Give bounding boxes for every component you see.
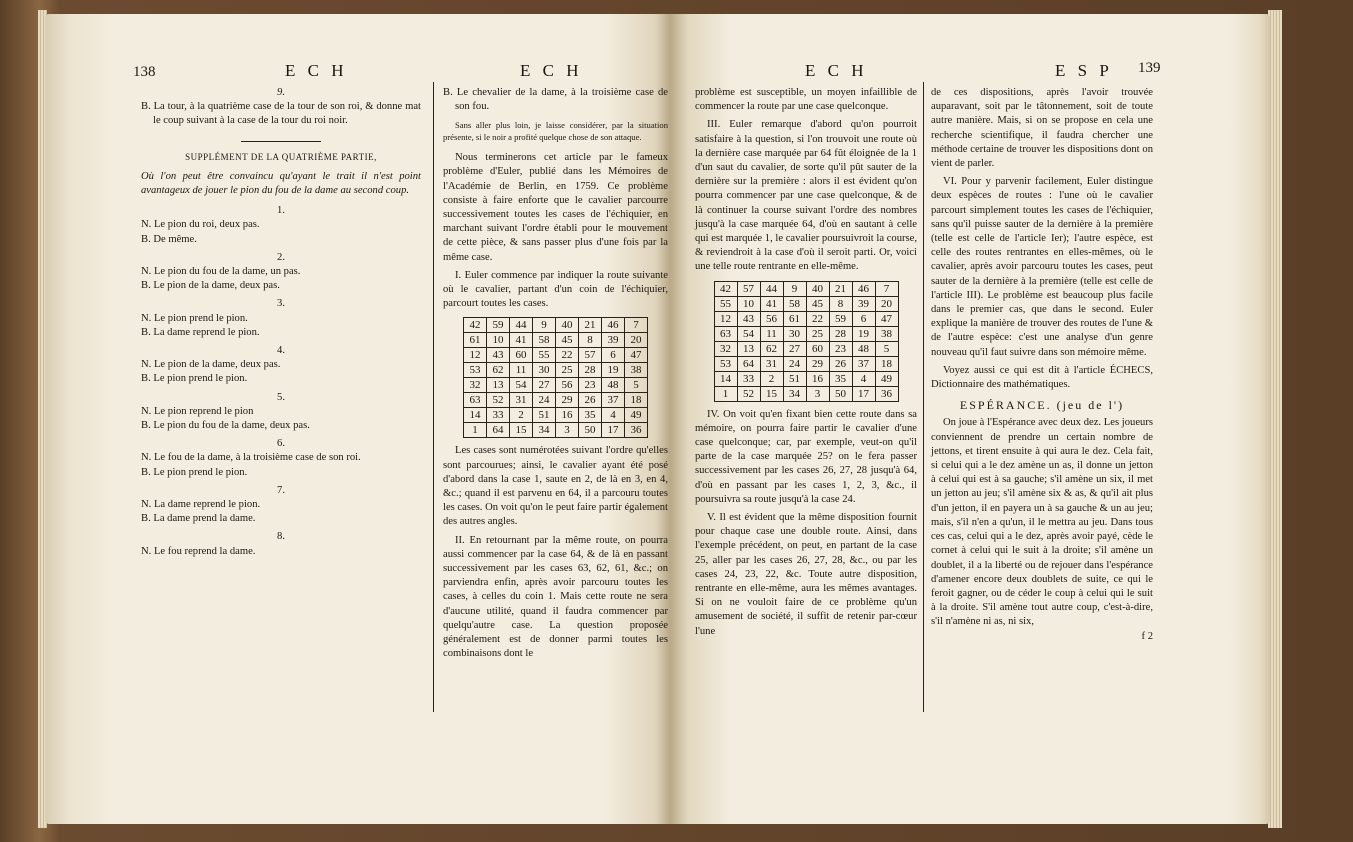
grid-cell: 45 [556,333,579,348]
grid-cell: 33 [487,408,510,423]
grid-cell: 64 [737,356,760,371]
grid-cell: 5 [625,378,648,393]
grid-cell: 61 [464,333,487,348]
move-line: N. Le fou de la dame, à la troisième case de son roi. [141,452,361,464]
paragraph: IV. On voit qu'en fixant bien cette route dans sa mémoire, on pourra faire partir le cavalier d'une case quelconque; car, par exemple, veut-on qu'il parte de la case marquée 25? on le fera passer successivement par les cases 26, 27, 28 jusqu'à 64, d'où en passant par les cases 1, 2, 3, &c., il poursuivra sa route jusqu'à la case 24. [695,408,917,505]
move-line: N. Le pion du fou de la dame, un pas. [141,266,301,278]
grid-row [714,281,898,296]
grid-row [464,348,648,363]
grid-cell: 19 [852,326,875,341]
entry-heading: ESPÉRANCE. (jeu de l') [959,398,1125,413]
grid-cell: 6 [852,311,875,326]
move-number: 5. [277,391,285,403]
move-line: B. La dame prend la dame. [141,513,256,525]
grid-row [464,393,648,408]
move-list [141,204,421,559]
grid-cell: 27 [533,378,556,393]
grid-cell: 9 [783,281,806,296]
grid-cell: 57 [737,281,760,296]
grid-cell: 10 [487,333,510,348]
running-head: E S P [1055,61,1113,80]
grid-cell: 8 [829,296,852,311]
move-line: B. Le pion prend le pion. [141,466,248,478]
grid-cell: 16 [806,371,829,386]
grid-cell: 43 [487,348,510,363]
grid-cell: 56 [556,378,579,393]
move-line: N. Le pion de la dame, deux pas. [141,359,281,371]
grid-cell: 40 [556,318,579,333]
grid-cell: 55 [714,296,737,311]
grid-cell: 60 [510,348,533,363]
grid-cell: 43 [737,311,760,326]
grid-cell: 3 [806,386,829,401]
grid-row [464,408,648,423]
grid-cell: 48 [852,341,875,356]
grid-cell: 4 [852,371,875,386]
grid-cell: 53 [464,363,487,378]
grid-cell: 44 [510,318,533,333]
grid-cell: 50 [579,423,602,438]
grid-row [714,371,898,386]
grid-cell: 22 [556,348,579,363]
grid-cell: 41 [760,296,783,311]
grid-cell: 52 [487,393,510,408]
grid-cell: 1 [714,386,737,401]
move-line: N. La dame reprend le pion. [141,499,261,511]
running-head: E C H [805,61,868,80]
paragraph: problème est susceptible, un moyen infaillible de commencer la route par une case quelconque. [695,87,917,113]
page-edges-right [1268,10,1282,828]
section-subtitle: Où l'on peut être convaincu qu'ayant le trait il n'est point avantageux de jouer le pion du fou de la dame au second coup. [141,170,421,197]
knight-tour-grid [695,281,917,402]
move-number: 8. [277,531,285,543]
grid-table [714,281,899,402]
move-line: N. Le pion du roi, deux pas. [141,219,260,231]
grid-cell: 30 [783,326,806,341]
running-head: E C H [285,61,348,80]
grid-cell: 44 [760,281,783,296]
move-number: 3. [277,298,285,310]
grid-cell: 28 [829,326,852,341]
grid-cell: 59 [829,311,852,326]
grid-cell: 18 [875,356,898,371]
grid-cell: 2 [760,371,783,386]
grid-row [714,296,898,311]
grid-cell: 15 [510,423,533,438]
grid-cell: 48 [602,378,625,393]
move-line: N. Le fou reprend la dame. [141,545,256,557]
grid-cell: 64 [487,423,510,438]
paragraph: V. Il est évident que la même disposition fournit pour chaque case une double route. Ainsi, dans l'exemple précédent, on peut, en partant de la case 25, aller par les cases 26, 27, 28, &c., ou par les cases 24, 23, 22, &c. Toute autre disposition, rentrante en elle-même, aura les mêmes avantages. Si on ne vouloit faire de ce problème qu'un amusement de société, il suffit de retenir par-cœur l'une [695,512,917,637]
grid-cell: 42 [464,318,487,333]
grid-cell: 41 [510,333,533,348]
grid-cell: 54 [510,378,533,393]
grid-cell: 34 [533,423,556,438]
grid-cell: 11 [760,326,783,341]
grid-cell: 17 [852,386,875,401]
grid-cell: 55 [533,348,556,363]
grid-cell: 52 [737,386,760,401]
grid-cell: 37 [602,393,625,408]
grid-cell: 51 [533,408,556,423]
move-line: N. Le pion prend le pion. [141,312,248,324]
grid-cell: 1 [464,423,487,438]
grid-cell: 47 [625,348,648,363]
grid-row [464,363,648,378]
grid-cell: 24 [533,393,556,408]
grid-cell: 25 [556,363,579,378]
grid-cell: 26 [579,393,602,408]
grid-cell: 24 [783,356,806,371]
grid-cell: 27 [783,341,806,356]
grid-cell: 20 [625,333,648,348]
right-column-1 [695,86,917,639]
grid-cell: 61 [783,311,806,326]
grid-cell: 31 [510,393,533,408]
grid-cell: 49 [875,371,898,386]
grid-cell: 36 [625,423,648,438]
grid-cell: 23 [579,378,602,393]
move-number: 6. [277,438,285,450]
paragraph: On joue à l'Espérance avec deux dez. Les joueurs conviennent de prendre un certain nombre de jettons, et tirent ensuite à qui aura le dez. Cela fait, si celui qui a le dez amène un as, il donne un jetton à celui qui est à sa gauche; s'il amène un six, il met un jetton au jeu; s'il amène six & as, & qu'il ait plus d'un jetton, il en payera un à sa gauche & un au jeu; mais, s'il n'en a qu'un, il le mettra au jeu. Dans tous ces cas, celui qui a le dez, après avoir payé, cède le cornet à celui qui le suit à la droite; s'il amène un doublet, il a la liberté ou de rejouer dans l'espérance d'amener encore deux doublets de suite, ce qui le feroit gagner, ou de céder le coup à celui qui le suit à la droite. S'il amène tout autre coup, c'est-à-dire, s'il n'amène ni as, ni six, [931,417,1153,628]
grid-cell: 37 [852,356,875,371]
grid-cell: 54 [737,326,760,341]
move-line: B. La dame reprend le pion. [141,326,260,338]
grid-cell: 2 [510,408,533,423]
grid-cell: 30 [533,363,556,378]
grid-cell: 10 [737,296,760,311]
grid-cell: 32 [714,341,737,356]
grid-cell: 15 [760,386,783,401]
grid-cell: 63 [464,393,487,408]
page-number: 139 [1138,60,1161,76]
grid-cell: 19 [602,363,625,378]
grid-row [464,333,648,348]
move-number: 2. [277,251,285,263]
move-line: B. De même. [141,233,197,245]
column-rule [433,82,434,712]
grid-cell: 45 [806,296,829,311]
grid-cell: 3 [556,423,579,438]
grid-cell: 50 [829,386,852,401]
grid-cell: 49 [625,408,648,423]
grid-cell: 21 [829,281,852,296]
knight-tour-grid [443,317,668,438]
grid-cell: 39 [852,296,875,311]
grid-row [714,386,898,401]
paragraph: III. Euler remarque d'abord qu'on pourroit satisfaire à la question, si l'on trouvoit une route où la dernière case marquée par 64 fût éloignée de la 1 d'un saut du cavalier, de sorte qu'il pût sauter de la dernière sur la première : alors il est évident qu'on pourra commencer par une case quelconque, & de là continuer la course suivant l'ordre des nombres jusqu'à la case marquée 64, d'où en sautant à celle qui est marquée 1, le cavalier poursuivroit la course, & reviendroit à la case d'où il seroit parti. Or, voici une telle route rentrante en elle-même. [695,119,917,273]
grid-cell: 29 [556,393,579,408]
running-head: E C H [520,61,583,80]
grid-cell: 62 [760,341,783,356]
grid-cell: 47 [875,311,898,326]
grid-cell: 13 [737,341,760,356]
grid-cell: 42 [714,281,737,296]
right-page [670,14,1270,824]
grid-cell: 36 [875,386,898,401]
move-text: B. Le chevalier de la dame, à la troisième case de son fou. [443,87,668,113]
grid-table [463,317,648,438]
grid-cell: 63 [714,326,737,341]
move-number: 9. [277,87,285,98]
grid-cell: 26 [829,356,852,371]
grid-cell: 56 [760,311,783,326]
grid-cell: 5 [875,341,898,356]
grid-cell: 58 [533,333,556,348]
grid-cell: 17 [602,423,625,438]
footnote: Sans aller plus loin, je laisse considérer, par la situation présente, si le noir a profité quelque chose de son attaque. [443,120,668,142]
grid-cell: 22 [806,311,829,326]
grid-row [714,326,898,341]
grid-cell: 29 [806,356,829,371]
column-rule [923,82,924,712]
left-column-2 [443,86,668,662]
grid-cell: 12 [714,311,737,326]
paragraph: Voyez aussi ce qui est dit à l'article ÉCHECS, Dictionnaire des mathématiques. [931,364,1153,391]
grid-cell: 60 [806,341,829,356]
grid-cell: 12 [464,348,487,363]
grid-cell: 13 [487,378,510,393]
move-number: 1. [277,205,285,217]
grid-cell: 21 [579,318,602,333]
grid-cell: 38 [625,363,648,378]
grid-cell: 8 [579,333,602,348]
left-page [45,14,670,824]
grid-cell: 33 [737,371,760,386]
grid-cell: 31 [760,356,783,371]
grid-cell: 20 [875,296,898,311]
grid-cell: 6 [602,348,625,363]
grid-cell: 23 [829,341,852,356]
grid-cell: 53 [714,356,737,371]
grid-cell: 51 [783,371,806,386]
grid-cell: 14 [714,371,737,386]
paragraph: VI. Pour y parvenir facilement, Euler distingue deux espèces de routes : l'une où le cavalier parcourt simplement toutes les cases de l'échiquier, sans qu'il puisse sauter de la dernière à la première (telle est celle de l'article Ier); l'autre espèce, est celle des routes rentrantes en elles-mêmes, où le cavalier, après avoir parcouru toutes les cases, peut sauter de la dernière à la première (telle est celle de l'article III). Le problème est beaucoup plus facile dans le premier cas, que dans le second. Euler explique la manière de trouver des routes de l'une & de l'autre espèce: c'est une analyse d'un genre nouveau qu'il faut suivre dans son mémoire même. [931,176,1153,358]
grid-row [714,311,898,326]
grid-cell: 9 [533,318,556,333]
grid-row [714,341,898,356]
paragraph: Nous terminerons cet article par le fameux problème d'Euler, publié dans les Mémoires de l'Académie de Berlin, en 1759. Ce problème consiste à faire enforte que le cavalier parcourre successivement toutes les cases de l'échiquier, en marchant suivant l'ordre établi pour le mouvement de cette pièce, & sans passer plus d'une fois par la même case. [443,152,668,263]
grid-cell: 28 [579,363,602,378]
right-column-2 [931,86,1153,644]
grid-row [464,318,648,333]
grid-cell: 32 [464,378,487,393]
section-rule [241,141,321,142]
move-line: B. Le pion prend le pion. [141,373,248,385]
left-column-1 [141,86,421,559]
grid-cell: 39 [602,333,625,348]
grid-cell: 7 [875,281,898,296]
grid-cell: 11 [510,363,533,378]
grid-cell: 34 [783,386,806,401]
paragraph: I. Euler commence par indiquer la route suivante où le cavalier, partant d'un coin de l'échiquier, parcourt toutes les cases. [443,269,668,310]
grid-row [714,356,898,371]
move-number: 7. [277,484,285,496]
grid-cell: 38 [875,326,898,341]
grid-cell: 7 [625,318,648,333]
page-number: 138 [133,64,156,80]
move-line: N. Le pion reprend le pion [141,405,254,417]
grid-cell: 58 [783,296,806,311]
grid-cell: 62 [487,363,510,378]
signature-mark: f 2 [1141,630,1153,642]
grid-row [464,423,648,438]
grid-cell: 40 [806,281,829,296]
grid-cell: 25 [806,326,829,341]
grid-cell: 46 [852,281,875,296]
grid-cell: 16 [556,408,579,423]
move-number: 4. [277,345,285,357]
move-line: B. Le pion du fou de la dame, deux pas. [141,420,310,432]
grid-cell: 14 [464,408,487,423]
move-text: B. La tour, à la quatrième case de la tour de son roi, & donne mat le coup suivant à la case de la tour du roi noir. [141,101,421,127]
grid-cell: 46 [602,318,625,333]
move-line: B. Le pion de la dame, deux pas. [141,280,280,292]
grid-cell: 4 [602,408,625,423]
grid-cell: 59 [487,318,510,333]
paragraph: de ces dispositions, après l'avoir trouvée auparavant, soit par le tâtonnement, soit de toute autre manière. Mais, si on se propose en cela une recherche scientifique, il faudra chercher une méthode certaine de trouver les dispositions dont on vient de parler. [931,87,1153,170]
grid-cell: 35 [829,371,852,386]
paragraph: II. En retournant par la même route, on pourra aussi commencer par la case 64, & de là en passant successivement par les cases 63, 62, 61, &c.; on parviendra enfin, après avoir parcouru toutes les cases, à celles du coin 1. Mais cette route ne sera d'aucune utilité, quand il faudra commencer par quelqu'autre case. La question proposée généralement est de donner parmi toutes les combinaisons dont le [443,534,668,660]
paragraph: Les cases sont numérotées suivant l'ordre qu'elles sont parcourues; ainsi, le cavalier ayant été posé d'abord dans la case 1, saute en 2, de là en 3, en 4, &c.; quand il est parvenu en 64, il a parcouru toutes les cases. On voit qu'on le peut faire partir également des autres angles. [443,445,668,528]
grid-cell: 57 [579,348,602,363]
grid-cell: 18 [625,393,648,408]
grid-row [464,378,648,393]
section-heading: SUPPLÉMENT DE LA QUATRIÈME PARTIE, [185,151,377,162]
grid-cell: 35 [579,408,602,423]
